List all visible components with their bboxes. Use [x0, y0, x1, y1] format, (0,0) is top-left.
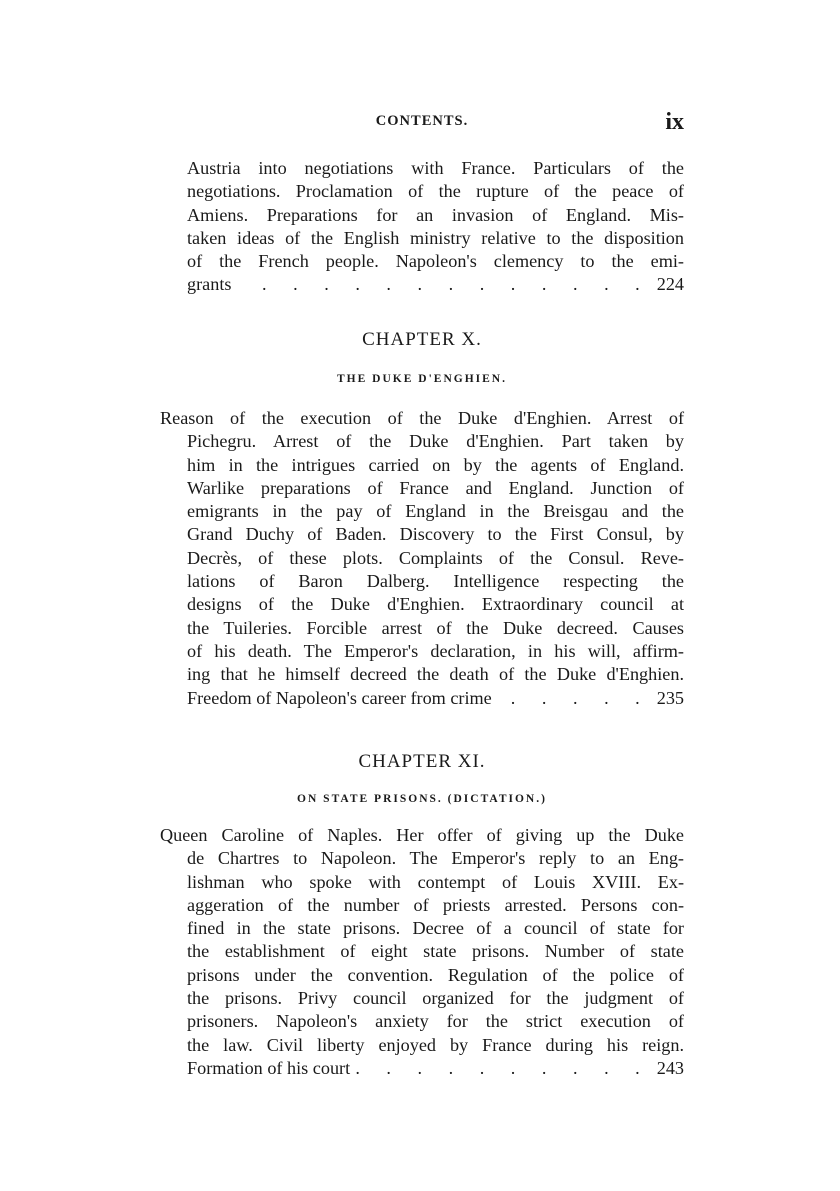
entry-line: of the French people. Napoleon's clemency to the emi-	[187, 251, 684, 272]
summary-line: Decrès, of these plots. Complaints of the Consul. Reve-	[187, 547, 684, 568]
entry-page-number: 224	[656, 274, 684, 295]
continued-entry	[187, 157, 684, 297]
summary-line: the law. Civil liberty enjoyed by France during his reign.	[187, 1034, 684, 1055]
summary-page-number: 235	[656, 687, 684, 708]
summary-line: designs of the Duke d'Enghien. Extraordinary council at	[187, 594, 684, 615]
entry-line: negotiations. Proclamation of the rupture of the peace of	[187, 181, 684, 202]
chapter-heading: CHAPTER XI.	[358, 751, 486, 772]
summary-line: prisoners. Napoleon's anxiety for the strict execution of	[187, 1011, 684, 1032]
leader-dots	[498, 687, 651, 710]
chapter-subtitle: ON STATE PRISONS. (DICTATION.)	[297, 793, 547, 805]
summary-line: prisons under the convention. Regulation of the police of	[187, 964, 684, 985]
chapter-heading: CHAPTER X.	[362, 329, 482, 350]
running-head	[160, 111, 684, 137]
entry-last-text: grants	[187, 274, 232, 295]
chapter-subtitle: THE DUKE D'ENGHIEN.	[337, 373, 507, 385]
summary-line: Warlike preparations of France and England. Junction of	[187, 477, 684, 498]
summary-last-text: Formation of his court	[187, 1057, 351, 1078]
summary-line: Reason of the execution of the Duke d'Enghien. Arrest of	[160, 408, 684, 428]
summary-line: the establishment of eight state prisons. Number of state	[187, 941, 684, 962]
summary-line: Grand Duchy of Baden. Discovery to the First Consul, by	[187, 524, 684, 545]
entry-line: Amiens. Preparations for an invasion of England. Mis-	[187, 204, 684, 225]
summary-line: emigrants in the pay of England in the Breisgau and the	[187, 501, 684, 522]
running-title: CONTENTS.	[375, 113, 469, 129]
summary-line: lations of Baron Dalberg. Intelligence respecting the	[187, 571, 684, 592]
chapter-summary	[160, 407, 684, 710]
leader-dots	[356, 1057, 651, 1080]
summary-line: lishman who spoke with contempt of Louis XVIII. Ex-	[187, 871, 684, 892]
summary-line: de Chartres to Napoleon. The Emperor's reply to an Eng-	[187, 848, 684, 869]
summary-last-line	[160, 1057, 684, 1080]
summary-line: aggeration of the number of priests arrested. Persons con-	[187, 894, 684, 915]
entry-last-line	[187, 273, 684, 296]
entry-line: Austria into negotiations with France. Particulars of the	[187, 158, 684, 178]
summary-line: him in the intrigues carried on by the agents of England.	[187, 454, 684, 475]
summary-page-number: 243	[656, 1057, 684, 1078]
summary-last-line	[160, 687, 684, 710]
entry-line: taken ideas of the English ministry relative to the disposition	[187, 227, 684, 248]
summary-line: the Tuileries. Forcible arrest of the Duke decreed. Causes	[187, 617, 684, 638]
page-number: ix	[665, 109, 684, 135]
summary-line: the prisons. Privy council organized for the judgment of	[187, 988, 684, 1009]
summary-last-text: Freedom of Napoleon's career from crime	[187, 687, 492, 708]
summary-line: of his death. The Emperor's declaration, in his will, affirm-	[187, 640, 684, 661]
summary-line: Queen Caroline of Naples. Her offer of giving up the Duke	[160, 825, 684, 845]
chapter-summary	[160, 824, 684, 1080]
summary-line: fined in the state prisons. Decree of a council of state for	[187, 918, 684, 939]
leader-dots	[237, 273, 650, 296]
summary-line: Pichegru. Arrest of the Duke d'Enghien. Part taken by	[187, 431, 684, 452]
summary-line: ing that he himself decreed the death of the Duke d'Enghien.	[187, 664, 684, 685]
